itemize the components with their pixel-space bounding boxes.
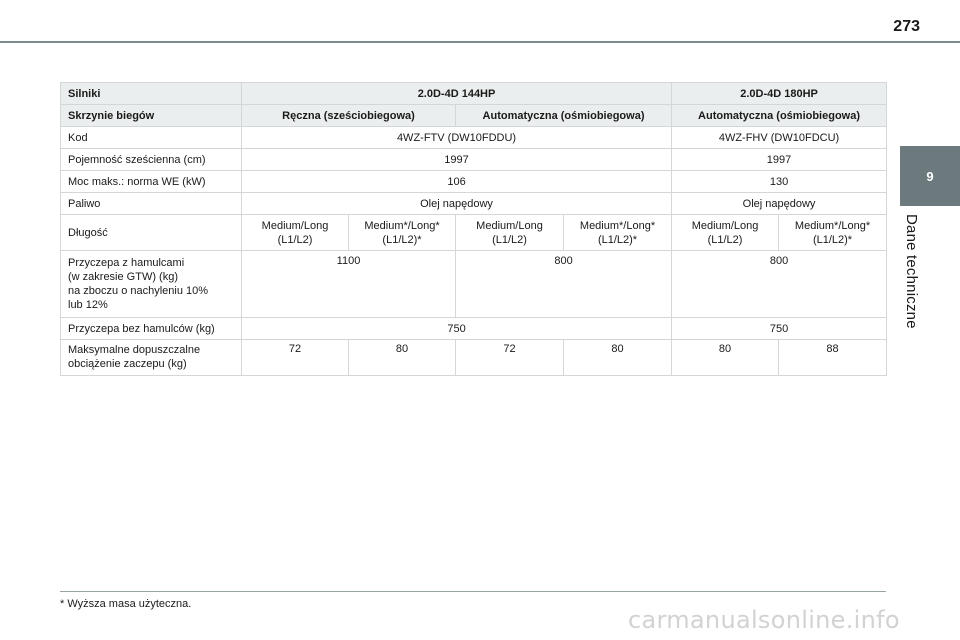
engine-2-header: 2.0D-4D 180HP (672, 83, 887, 105)
table-row-gearboxes (61, 105, 887, 127)
length-label: Długość (61, 215, 242, 251)
table-row-unbraked-trailer (61, 318, 887, 340)
unbraked-trailer-label: Przyczepa bez hamulców (kg) (61, 318, 242, 340)
length-value: Medium/Long (L1/L2) (456, 215, 564, 251)
table-row-displacement (61, 149, 887, 171)
power-label: Moc maks.: norma WE (kW) (61, 171, 242, 193)
nose-weight-value: 80 (349, 340, 456, 376)
specifications-table (60, 82, 887, 376)
code-label: Kod (61, 127, 242, 149)
engine-1-header: 2.0D-4D 144HP (242, 83, 672, 105)
nose-weight-value: 88 (779, 340, 887, 376)
displacement-engine-1: 1997 (242, 149, 672, 171)
nose-weight-value: 72 (456, 340, 564, 376)
nose-weight-value: 72 (242, 340, 349, 376)
table-row-braked-trailer (61, 251, 887, 318)
gearboxes-label: Skrzynie biegów (61, 105, 242, 127)
header-rule (0, 41, 960, 43)
footnote-rule (60, 591, 886, 592)
unbraked-trailer-engine-2: 750 (672, 318, 887, 340)
gearbox-auto-1: Automatyczna (ośmiobiegowa) (456, 105, 672, 127)
footnote: * Wyższa masa użyteczna. (60, 598, 192, 610)
engines-label: Silniki (61, 83, 242, 105)
chapter-title: Dane techniczne (903, 214, 920, 329)
chapter-number: 9 (926, 168, 934, 184)
table-row-engines (61, 83, 887, 105)
nose-weight-label: Maksymalne dopuszczalne obciążenie zaczepu (kg) (61, 340, 242, 376)
nose-weight-value: 80 (564, 340, 672, 376)
table-row-code (61, 127, 887, 149)
chapter-tab[interactable] (900, 146, 960, 206)
length-value: Medium*/Long* (L1/L2)* (349, 215, 456, 251)
braked-trailer-auto-1: 800 (456, 251, 672, 318)
displacement-label: Pojemność sześcienna (cm) (61, 149, 242, 171)
length-value: Medium*/Long* (L1/L2)* (564, 215, 672, 251)
power-engine-1: 106 (242, 171, 672, 193)
table-row-power (61, 171, 887, 193)
fuel-label: Paliwo (61, 193, 242, 215)
gearbox-auto-2: Automatyczna (ośmiobiegowa) (672, 105, 887, 127)
unbraked-trailer-engine-1: 750 (242, 318, 672, 340)
braked-trailer-auto-2: 800 (672, 251, 887, 318)
code-engine-2: 4WZ-FHV (DW10FDCU) (672, 127, 887, 149)
fuel-engine-2: Olej napędowy (672, 193, 887, 215)
power-engine-2: 130 (672, 171, 887, 193)
length-value: Medium/Long (L1/L2) (672, 215, 779, 251)
table-row-nose-weight (61, 340, 887, 376)
gearbox-manual: Ręczna (sześciobiegowa) (242, 105, 456, 127)
braked-trailer-manual: 1100 (242, 251, 456, 318)
length-value: Medium/Long (L1/L2) (242, 215, 349, 251)
table-row-fuel (61, 193, 887, 215)
braked-trailer-label: Przyczepa z hamulcami (w zakresie GTW) (kg) na zboczu o nachyleniu 10% lub 12% (61, 251, 242, 318)
watermark: carmanualsonline.info (628, 606, 900, 634)
length-value: Medium*/Long* (L1/L2)* (779, 215, 887, 251)
fuel-engine-1: Olej napędowy (242, 193, 672, 215)
displacement-engine-2: 1997 (672, 149, 887, 171)
page-number: 273 (893, 18, 920, 35)
table-row-length (61, 215, 887, 251)
nose-weight-value: 80 (672, 340, 779, 376)
code-engine-1: 4WZ-FTV (DW10FDDU) (242, 127, 672, 149)
